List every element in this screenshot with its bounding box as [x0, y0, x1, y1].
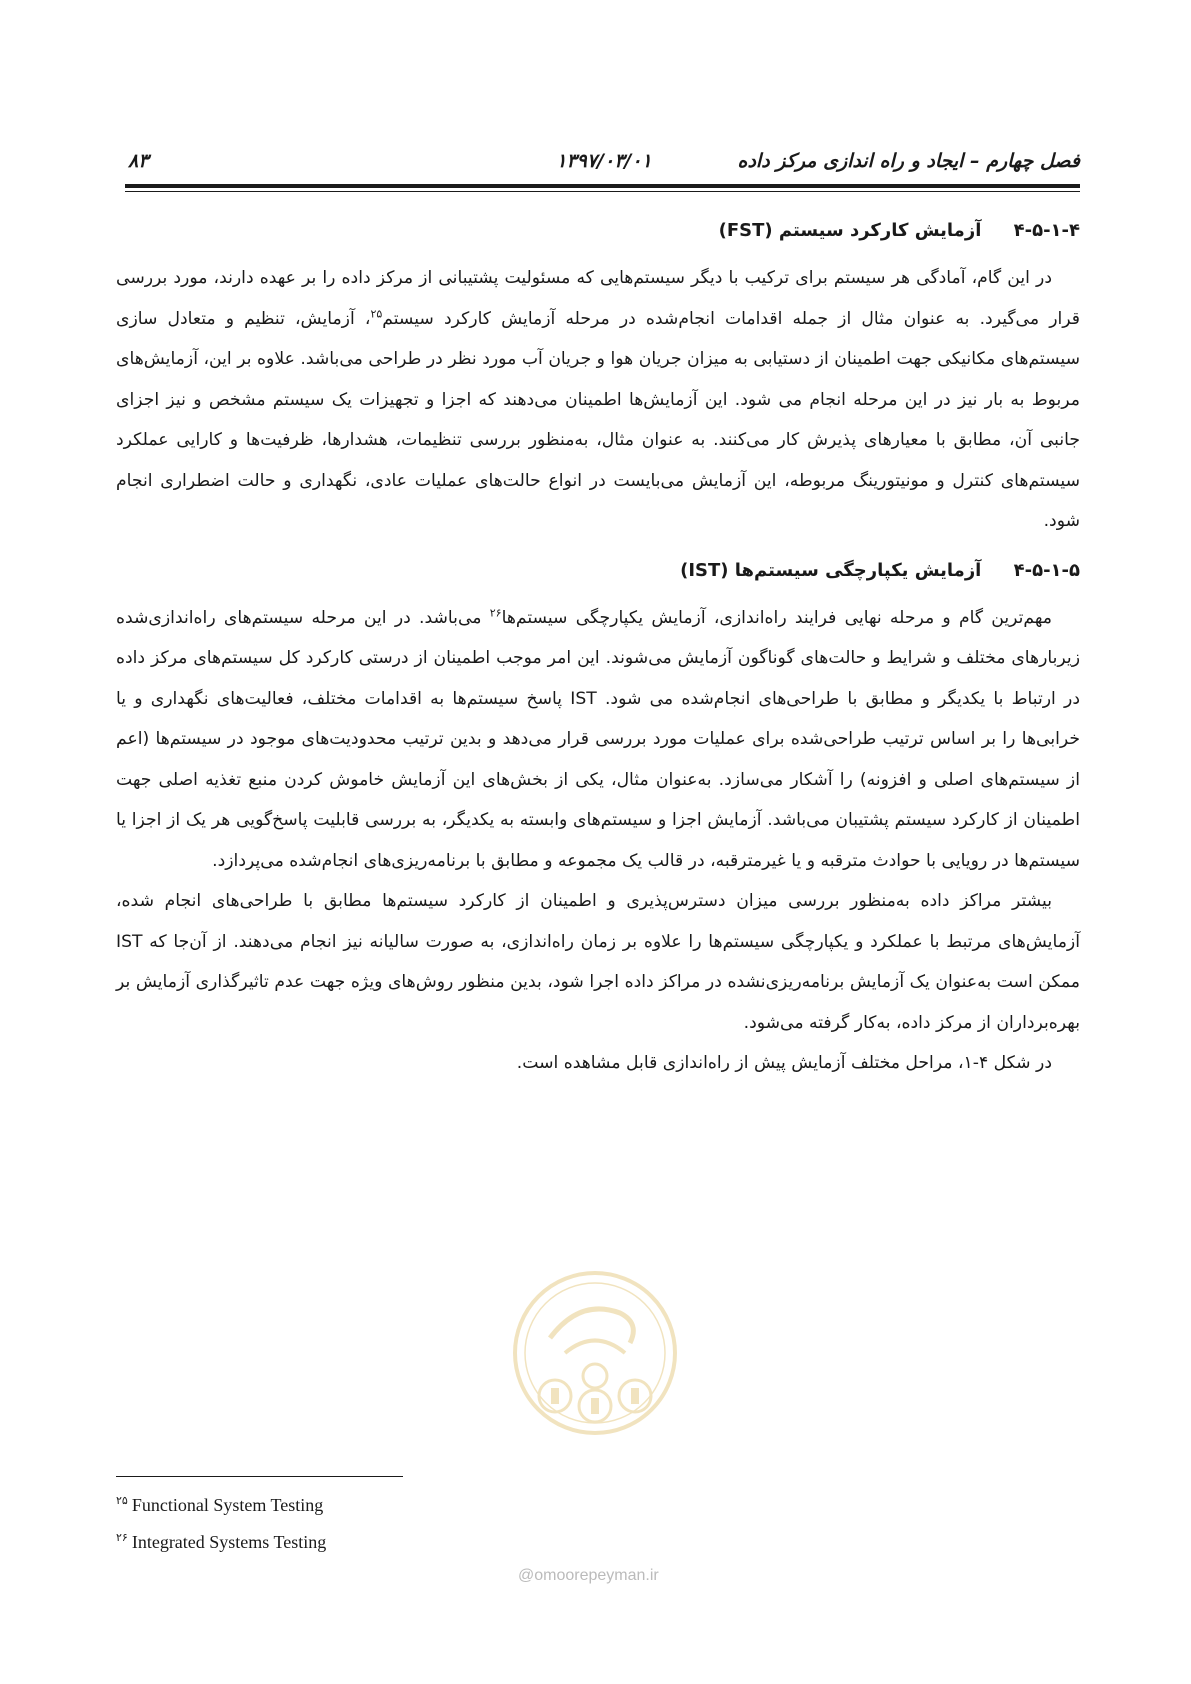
running-header [128, 150, 1080, 180]
header-rule-thick [125, 184, 1080, 188]
paragraph-fst: در این گام، آمادگی هر سیستم برای ترکیب با دیگر سیستم‌هایی که مسئولیت پشتیبانی از مرکز داده را بر عهده دارند، مورد بررسی قرار می‌گیرد. به عنوان مثال از جمله اقدامات انجام‌شده در مرحله آزمایش کارکرد سیستم$^{۲۵}$، آزمایش، تنظیم و متعادل سازی سیستم‌های مکانیکی جهت اطمینان از دستیابی به میزان جریان هوا و جریان آب مورد نظر در طراحی می‌باشد. علاوه بر این، آزمایش‌های مربوط به بار نیز در این مرحله انجام می شود. این آزمایش‌ها اطمینان می‌دهند که اجزا و تجهیزات یک سیستم مشخص و نیز اجزای جانبی آن، مطابق با معیارهای پذیرش کار می‌کنند. به عنوان مثال، به‌منظور بررسی تنظیمات، هشدارها، ظرفیت‌ها و کارایی عملکرد سیستم‌های کنترل و مونیتورینگ مربوطه، این آزمایش می‌بایست در انواع حالت‌های عملیات عادی، نگهداری و حالت اضطراری انجام شود. [116, 268, 1080, 531]
section-title: آزمایش یکپارچگی سیستم‌ها (IST) [680, 559, 982, 581]
paragraph-ist-2: بیشتر مراکز داده به‌منظور بررسی میزان دسترس‌پذیری و اطمینان از کارکرد سیستم‌ها مطابق با طراحی‌های انجام شده، آزمایش‌های مرتبط با عملکرد و یکپارچگی سیستم‌ها را علاوه بر زمان راه‌اندازی، به صورت سالیانه نیز انجام می‌دهند. از آن‌جا که IST ممکن است به‌عنوان یک آزمایش برنامه‌ریزی‌نشده در مراکز داده اجرا شود، بدین منظور روش‌های ویژه جهت عدم تاثیرگذاری آزمایش بر بهره‌برداران از مرکز داده، به‌کار گرفته می‌شود. [116, 891, 1080, 1033]
footnote-ref-25[interactable]: ۲۵ [370, 306, 383, 320]
header-rule-thin [125, 191, 1080, 192]
chapter-title: فصل چهارم – ایجاد و راه اندازی مرکز داده [737, 150, 1080, 172]
paragraph-ist-3: در شکل ۴-۱، مراحل مختلف آزمایش پیش از راه‌اندازی قابل مشاهده است. [516, 1053, 1052, 1073]
footnote-text: Functional System Testing [131, 1495, 324, 1515]
watermark-site: @omoorepeyman.ir [518, 1567, 659, 1584]
footnote-marker: ۲۵ [116, 1495, 128, 1507]
watermark-seal-icon [510, 1268, 680, 1438]
section-heading-ist [116, 556, 1080, 586]
footnote-ref-26[interactable]: ۲۶ [489, 605, 502, 619]
section-number: ۴-۵-۱-۵ [1013, 559, 1080, 581]
page-number: ۸۳ [128, 150, 149, 172]
section-title: آزمایش کارکرد سیستم (FST) [718, 220, 982, 241]
section-number: ۴-۵-۱-۴ [1013, 220, 1080, 241]
footnote-26 [116, 1532, 326, 1553]
footnote-25 [116, 1495, 323, 1516]
page-body [116, 216, 1080, 1084]
footnote-rule [116, 1476, 403, 1477]
section-heading-fst [116, 216, 1080, 246]
paragraph-ist-1: مهم‌ترین گام و مرحله نهایی فرایند راه‌اندازی، آزمایش یکپارچگی سیستم‌ها$^{۲۶}$ می‌باشد. در این مرحله سیستم‌های راه‌اندازی‌شده زیربارهای مختلف و شرایط و حالت‌های گوناگون آزمایش می‌شوند. این امر موجب اطمینان از درستی کارکرد کل سیستم‌های مرکز داده در ارتباط با یکدیگر و مطابق با طراحی‌های انجام‌شده می شود. IST پاسخ سیستم‌ها به اقدامات مختلف، فعالیت‌های نگهداری و یا خرابی‌ها را بر اساس ترتیب طراحی‌شده برای عملیات مورد بررسی قرار می‌دهد و بدین ترتیب محدودیت‌های موجود در سیستم‌ها (اعم از سیستم‌های اصلی و افزونه) را آشکار می‌سازد. به‌عنوان مثال، یکی از بخش‌های این آزمایش خاموش کردن منبع تغذیه اصلی جهت اطمینان از کارکرد سیستم پشتیبان می‌باشد. آزمایش اجزا و سیستم‌های وابسته به یکدیگر، به بررسی قابلیت پاسخ‌گویی هر یک از اجزا یا سیستم‌ها در رویایی با حوادث مترقبه و یا غیرمترقبه، در قالب یک مجموعه و مطابق با برنامه‌ریزی‌های انجام‌شده می‌پردازد. [116, 605, 1080, 871]
footnote-text: Integrated Systems Testing [131, 1532, 327, 1552]
header-date: ۱۳۹۷/۰۳/۰۱ [556, 150, 652, 172]
footnote-marker: ۲۶ [116, 1532, 128, 1544]
